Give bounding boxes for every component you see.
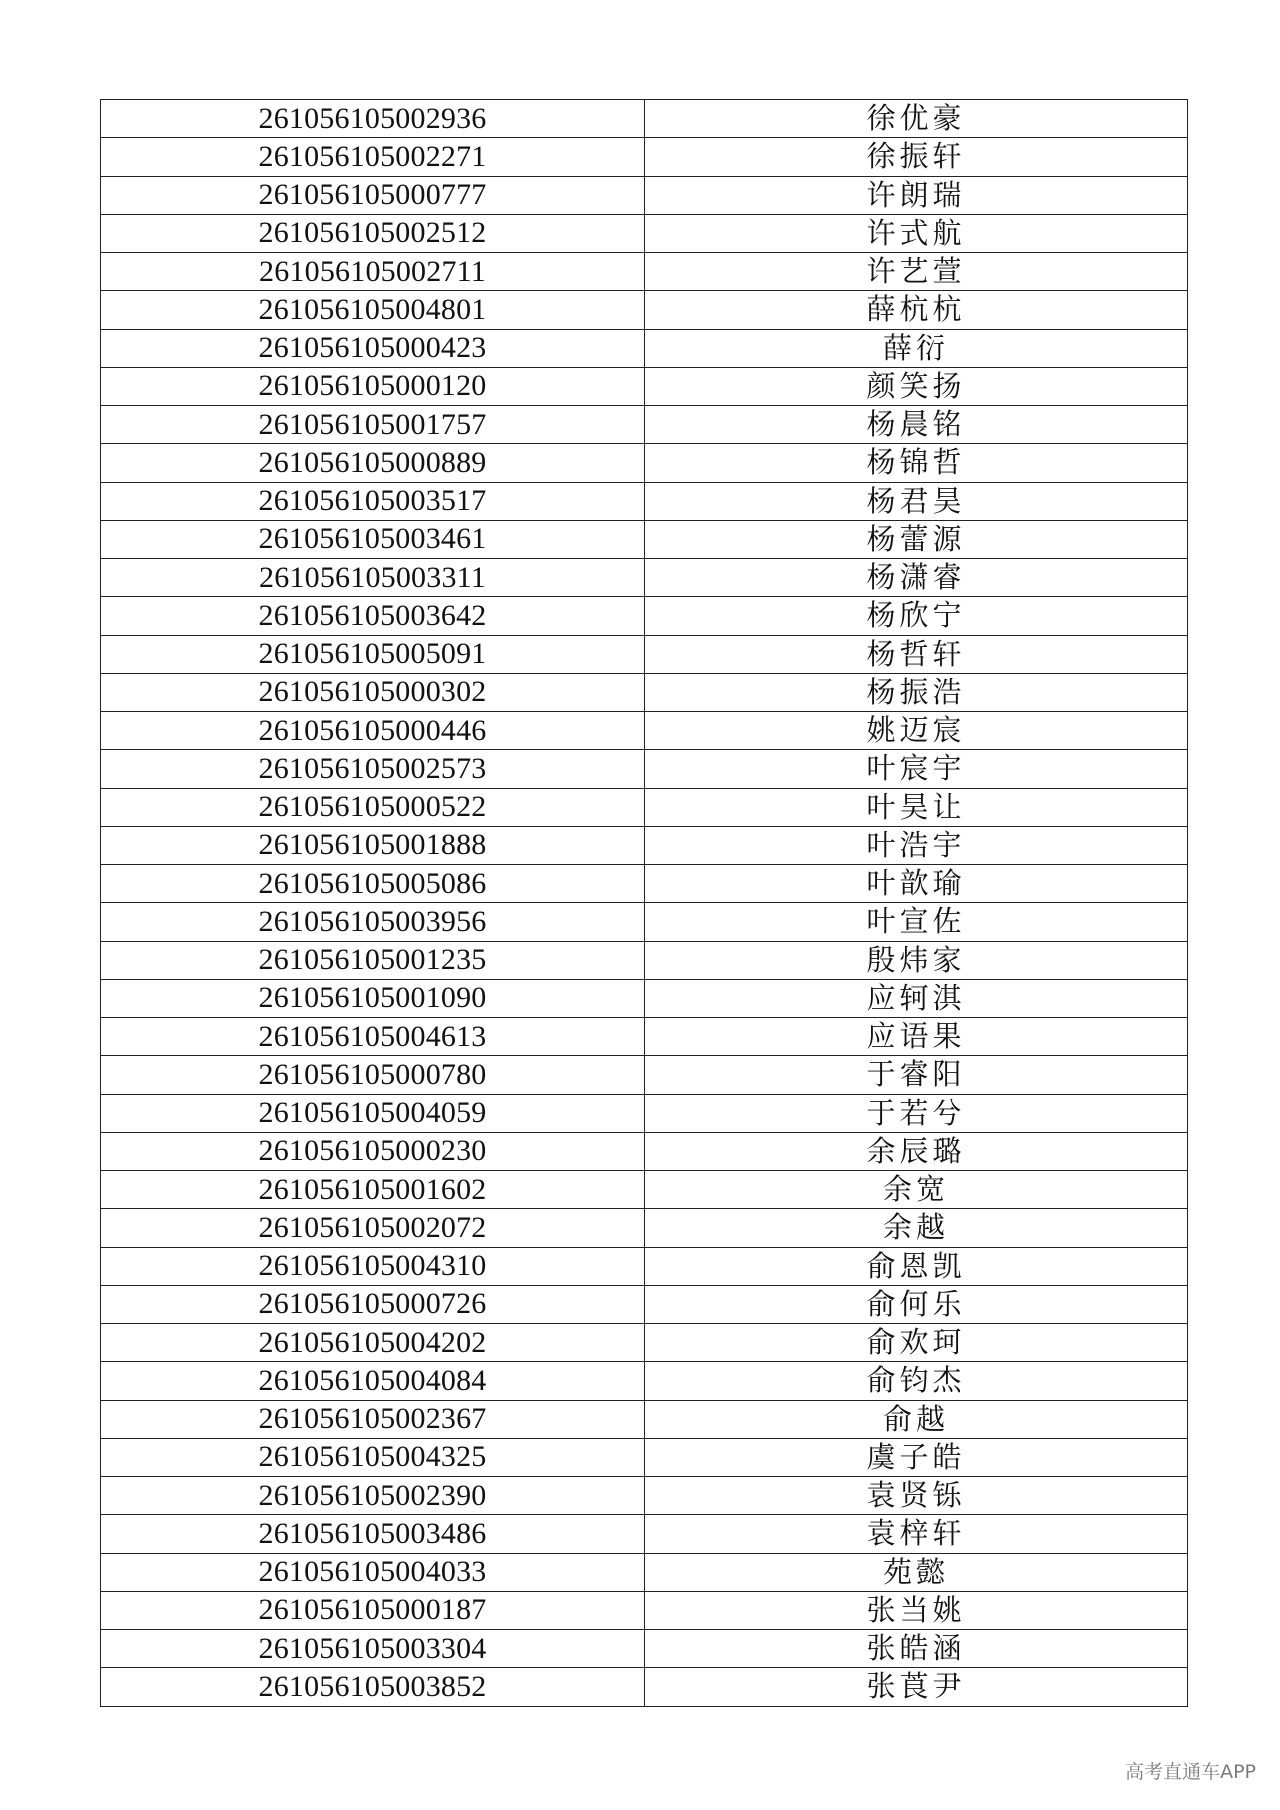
table-row	[101, 100, 1188, 138]
candidate-name-cell: 许艺萱	[645, 253, 1188, 291]
table-row	[101, 1630, 1188, 1668]
candidate-name-cell: 袁梓轩	[645, 1515, 1188, 1553]
candidate-id-cell: 261056105001602	[101, 1171, 645, 1209]
table-row	[101, 520, 1188, 558]
table-row	[101, 559, 1188, 597]
candidate-name-cell: 张莨尹	[645, 1668, 1188, 1706]
table-row	[101, 1324, 1188, 1362]
table-row	[101, 865, 1188, 903]
candidate-id-cell: 261056105003642	[101, 597, 645, 635]
candidate-name-cell: 颜笑扬	[645, 367, 1188, 405]
table-row	[101, 1553, 1188, 1591]
candidate-name-cell: 叶宸宇	[645, 750, 1188, 788]
candidate-id-cell: 261056105000446	[101, 712, 645, 750]
candidate-id-cell: 261056105002936	[101, 100, 645, 138]
candidate-name-cell: 姚迈宸	[645, 712, 1188, 750]
table-row	[101, 1400, 1188, 1438]
table-row	[101, 1591, 1188, 1629]
table-row	[101, 1247, 1188, 1285]
table-row	[101, 253, 1188, 291]
table-row	[101, 597, 1188, 635]
candidate-id-cell: 261056105003311	[101, 559, 645, 597]
candidate-name-cell: 叶歆瑜	[645, 865, 1188, 903]
candidate-id-cell: 261056105004325	[101, 1438, 645, 1476]
candidate-id-cell: 261056105003486	[101, 1515, 645, 1553]
table-row	[101, 903, 1188, 941]
candidate-id-cell: 261056105000187	[101, 1591, 645, 1629]
table-row	[101, 1132, 1188, 1170]
table-row	[101, 1209, 1188, 1247]
candidate-name-cell: 苑懿	[645, 1553, 1188, 1591]
admission-roster-table	[100, 99, 1188, 1707]
table-row	[101, 1362, 1188, 1400]
table-row	[101, 329, 1188, 367]
table-row	[101, 1515, 1188, 1553]
watermark-text: 高考直通车APP	[1125, 1761, 1256, 1783]
table-row	[101, 941, 1188, 979]
candidate-name-cell: 应轲淇	[645, 979, 1188, 1017]
candidate-name-cell: 殷炜家	[645, 941, 1188, 979]
candidate-id-cell: 261056105002072	[101, 1209, 645, 1247]
table-row	[101, 367, 1188, 405]
candidate-name-cell: 叶宣佐	[645, 903, 1188, 941]
candidate-name-cell: 虞子皓	[645, 1438, 1188, 1476]
candidate-id-cell: 261056105002573	[101, 750, 645, 788]
candidate-name-cell: 俞恩凯	[645, 1247, 1188, 1285]
table-row	[101, 444, 1188, 482]
table-row	[101, 1094, 1188, 1132]
candidate-name-cell: 杨君昊	[645, 482, 1188, 520]
table-row	[101, 482, 1188, 520]
candidate-name-cell: 余宽	[645, 1171, 1188, 1209]
candidate-name-cell: 徐优豪	[645, 100, 1188, 138]
candidate-id-cell: 261056105000522	[101, 788, 645, 826]
candidate-name-cell: 杨欣宁	[645, 597, 1188, 635]
candidate-id-cell: 261056105004801	[101, 291, 645, 329]
candidate-id-cell: 261056105005086	[101, 865, 645, 903]
candidate-name-cell: 杨晨铭	[645, 406, 1188, 444]
candidate-name-cell: 于睿阳	[645, 1056, 1188, 1094]
candidate-name-cell: 俞欢珂	[645, 1324, 1188, 1362]
candidate-name-cell: 余辰璐	[645, 1132, 1188, 1170]
candidate-name-cell: 许式航	[645, 214, 1188, 252]
candidate-name-cell: 于若兮	[645, 1094, 1188, 1132]
candidate-id-cell: 261056105001090	[101, 979, 645, 1017]
candidate-id-cell: 261056105000230	[101, 1132, 645, 1170]
candidate-id-cell: 261056105000726	[101, 1285, 645, 1323]
table-row	[101, 1477, 1188, 1515]
candidate-id-cell: 261056105000302	[101, 673, 645, 711]
candidate-id-cell: 261056105004084	[101, 1362, 645, 1400]
candidate-name-cell: 徐振轩	[645, 138, 1188, 176]
table-row	[101, 826, 1188, 864]
candidate-id-cell: 261056105000777	[101, 176, 645, 214]
table-row	[101, 176, 1188, 214]
candidate-id-cell: 261056105001235	[101, 941, 645, 979]
table-row	[101, 1056, 1188, 1094]
candidate-name-cell: 杨振浩	[645, 673, 1188, 711]
candidate-id-cell: 261056105004613	[101, 1018, 645, 1056]
table-row	[101, 1438, 1188, 1476]
table-row	[101, 712, 1188, 750]
table-row	[101, 1018, 1188, 1056]
candidate-id-cell: 261056105002367	[101, 1400, 645, 1438]
candidate-id-cell: 261056105002390	[101, 1477, 645, 1515]
candidate-id-cell: 261056105002711	[101, 253, 645, 291]
candidate-name-cell: 许朗瑞	[645, 176, 1188, 214]
candidate-name-cell: 张皓涵	[645, 1630, 1188, 1668]
candidate-name-cell: 杨蕾源	[645, 520, 1188, 558]
table-row	[101, 138, 1188, 176]
candidate-id-cell: 261056105003852	[101, 1668, 645, 1706]
candidate-name-cell: 薛衍	[645, 329, 1188, 367]
candidate-name-cell: 应语果	[645, 1018, 1188, 1056]
table-row	[101, 635, 1188, 673]
candidate-name-cell: 袁贤铄	[645, 1477, 1188, 1515]
candidate-name-cell: 俞何乐	[645, 1285, 1188, 1323]
candidate-id-cell: 261056105002271	[101, 138, 645, 176]
candidate-id-cell: 261056105000780	[101, 1056, 645, 1094]
candidate-id-cell: 261056105003304	[101, 1630, 645, 1668]
candidate-id-cell: 261056105001888	[101, 826, 645, 864]
candidate-id-cell: 261056105004310	[101, 1247, 645, 1285]
candidate-name-cell: 叶昊让	[645, 788, 1188, 826]
candidate-id-cell: 261056105005091	[101, 635, 645, 673]
candidate-name-cell: 俞越	[645, 1400, 1188, 1438]
candidate-id-cell: 261056105003956	[101, 903, 645, 941]
candidate-name-cell: 叶浩宇	[645, 826, 1188, 864]
candidate-id-cell: 261056105003461	[101, 520, 645, 558]
candidate-id-cell: 261056105000423	[101, 329, 645, 367]
candidate-id-cell: 261056105004033	[101, 1553, 645, 1591]
candidate-name-cell: 俞钧杰	[645, 1362, 1188, 1400]
roster-body	[101, 100, 1188, 1707]
candidate-name-cell: 张当姚	[645, 1591, 1188, 1629]
candidate-id-cell: 261056105003517	[101, 482, 645, 520]
table-row	[101, 1285, 1188, 1323]
candidate-name-cell: 杨潇睿	[645, 559, 1188, 597]
candidate-name-cell: 杨锦哲	[645, 444, 1188, 482]
table-row	[101, 406, 1188, 444]
candidate-id-cell: 261056105002512	[101, 214, 645, 252]
candidate-id-cell: 261056105004202	[101, 1324, 645, 1362]
candidate-id-cell: 261056105004059	[101, 1094, 645, 1132]
candidate-id-cell: 261056105000120	[101, 367, 645, 405]
table-row	[101, 750, 1188, 788]
table-row	[101, 291, 1188, 329]
table-row	[101, 979, 1188, 1017]
table-row	[101, 788, 1188, 826]
candidate-name-cell: 薛杭杭	[645, 291, 1188, 329]
table-row	[101, 1668, 1188, 1706]
candidate-id-cell: 261056105001757	[101, 406, 645, 444]
table-row	[101, 673, 1188, 711]
table-row	[101, 1171, 1188, 1209]
candidate-name-cell: 余越	[645, 1209, 1188, 1247]
candidate-name-cell: 杨哲轩	[645, 635, 1188, 673]
candidate-id-cell: 261056105000889	[101, 444, 645, 482]
table-row	[101, 214, 1188, 252]
